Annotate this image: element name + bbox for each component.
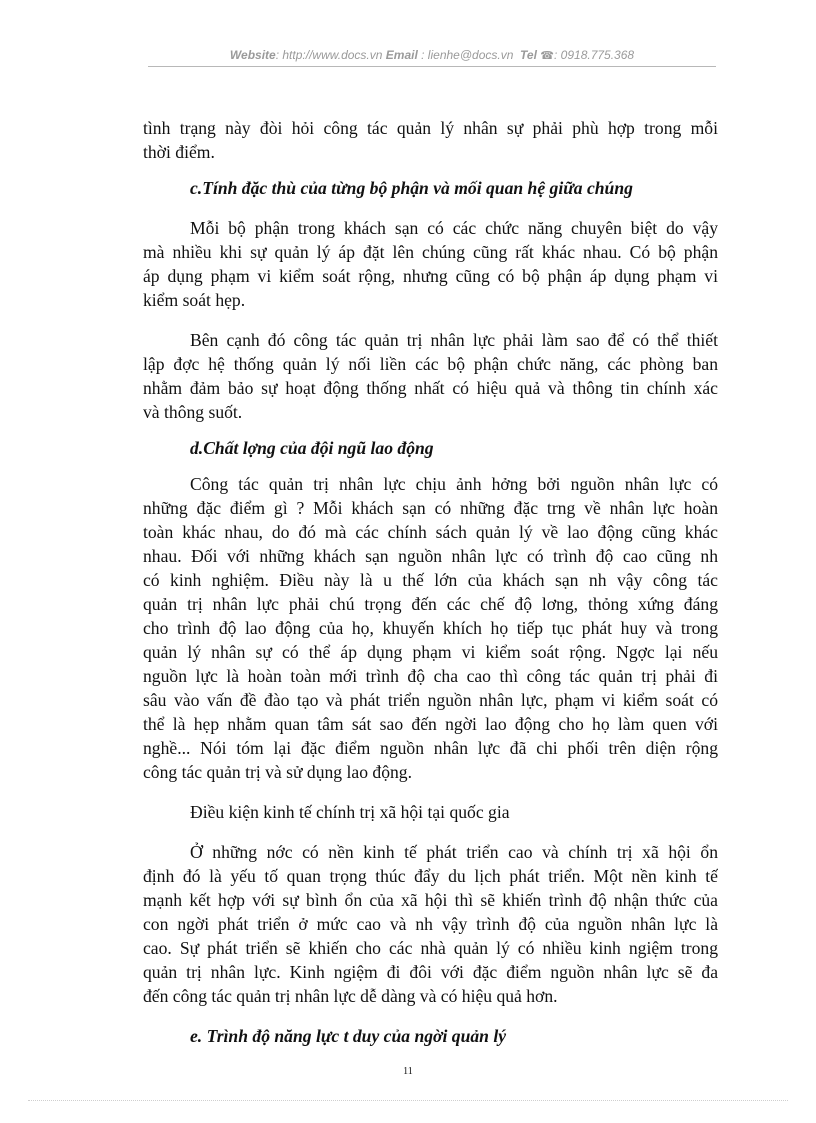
text-line: cho trình độ lao động của họ, khuyến khích họ tiếp tục phát huy và trong [143, 618, 718, 638]
text-line: thể là hẹp nhằm quan tâm sát sao đến ngời lao động cho họ làm quen với [143, 714, 718, 734]
text-line: lập đợc hệ thống quản lý nối liền các bộ phận chức năng, các phòng ban [143, 354, 718, 374]
text-line: toàn khác nhau, do đó mà các chính sách quản lý về lao động cũng khác [143, 522, 718, 542]
text-line: Công tác quản trị nhân lực chịu ảnh hởng bởi nguồn nhân lực có [190, 474, 718, 494]
tel-value: : 0918.775.368 [554, 48, 635, 62]
text-line: nghề... Nói tóm lại đặc điểm nguồn nhân lực đã chi phối trên diện rộng [143, 738, 718, 758]
email-label: Email [385, 48, 418, 62]
header-divider [148, 66, 716, 67]
text-line: Ở những nớc có nền kinh tế phát triển cao và chính trị xã hội ổn [190, 842, 718, 862]
document-body [143, 116, 718, 1048]
email-value: : lienhe@docs.vn [421, 48, 514, 62]
paragraph-3 [143, 328, 718, 424]
section-heading-e: e. Trình độ năng lực t duy của ngời quản lý [190, 1026, 507, 1046]
text-line: và thông suốt. [143, 402, 243, 422]
text-line: mạnh kết hợp với sự bình ổn của xã hội thì sẽ khiến trình độ nhận thức của [143, 890, 718, 910]
text-line: quản lý nhân sự có thể áp dụng phạm vi kiểm soát rộng. Ngợc lại nếu [143, 642, 718, 662]
tel-label: Tel [520, 48, 537, 62]
text-line: sâu vào vấn đề đào tạo và phát triển nguồn nhân lực, phạm vi kiểm soát có [143, 690, 718, 710]
paragraph-1 [143, 116, 718, 164]
text-line: nguồn lực là hoàn toàn mới trình độ cha cao thì công tác quản trị phải đi [143, 666, 718, 686]
paragraph-4 [143, 472, 718, 784]
page-header [148, 48, 716, 62]
text-line: con ngời phát triển ở mức cao và nh vậy trình độ của nguồn nhân lực là [143, 914, 718, 934]
text-line: nhằm đảm bảo sự hoạt động thống nhất có hiệu quả và thông tin chính xác [143, 378, 718, 398]
text-line: Bên cạnh đó công tác quản trị nhân lực phải làm sao để có thể thiết [190, 330, 718, 350]
section-heading-c: c.Tính đặc thù của từng bộ phận và mối quan hệ giữa chúng [190, 178, 633, 198]
text-line: Mỗi bộ phận trong khách sạn có các chức năng chuyên biệt do vậy [190, 218, 718, 238]
text-line: công tác quản trị và sử dụng lao động. [143, 762, 412, 782]
text-line: áp dụng phạm vi kiểm soát rộng, nhưng cũng có bộ phận áp dụng phạm vi [143, 266, 718, 286]
text-line: thời điểm. [143, 142, 215, 162]
text-line: cao. Sự phát triển sẽ khiến cho các nhà quản lý có nhiều kinh ngiệm trong [143, 938, 718, 958]
text-line: những đặc điểm gì ? Mỗi khách sạn có những đặc trng về nhân lực hoàn [143, 498, 718, 518]
paragraph-6 [143, 840, 718, 1008]
website-label: Website [229, 48, 276, 62]
text-line: kiểm soát hẹp. [143, 290, 246, 310]
text-line: đến công tác quản trị nhân lực dễ dàng và có hiệu quả hơn. [143, 986, 558, 1006]
page-number: 11 [403, 1066, 413, 1077]
section-heading-d: d.Chất lợng của đội ngũ lao động [190, 438, 434, 458]
text-line: có kinh nghiệm. Điều này là u thế lớn của khách sạn nh vậy công tác [143, 570, 718, 590]
text-line: mà nhiều khi sự quản lý áp đặt lên chúng cũng rất khác nhau. Có bộ phận [143, 242, 718, 262]
footer-divider [28, 1100, 788, 1101]
text-line: tình trạng này đòi hỏi công tác quản lý nhân sự phải phù hợp trong mỗi [143, 118, 718, 138]
text-line: nhau. Đối với những khách sạn nguồn nhân lực có trình độ cao cũng nh [143, 546, 718, 566]
paragraph-2 [143, 216, 718, 312]
telephone-icon: ☎ [540, 50, 554, 62]
text-line: quản trị nhân lực. Kinh ngiệm đi đôi với đặc điểm nguồn nhân lực sẽ đa [143, 962, 718, 982]
text-line: quản trị nhân lực phải chú trọng đến các chế độ lơng, thỏng xứng đáng [143, 594, 718, 614]
paragraph-5: Điều kiện kinh tế chính trị xã hội tại quốc gia [190, 802, 510, 822]
website-value: : http://www.docs.vn [275, 48, 383, 62]
text-line: định đó là yếu tố quan trọng thúc đẩy du lịch phát triển. Một nền kinh tế [143, 866, 718, 886]
